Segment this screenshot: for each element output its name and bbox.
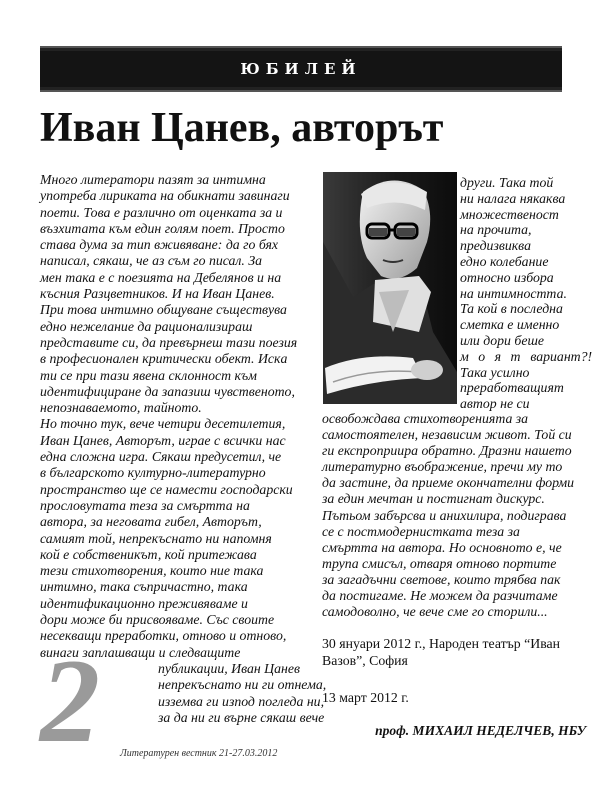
text-line: относно избора [460,269,554,285]
text-line: трупа смисъл, отваря отново портите [322,555,557,571]
text-line: самият той, непрекъснато ни напомня [40,530,272,546]
text-line: непознаваемото, тайното. [40,400,202,416]
author-photo-icon [323,172,457,404]
text-line: представите си, да превърнеш тази поезия [40,334,298,350]
text-line: едно колебание [460,253,549,269]
text-line: пространство ще се намести господарски [40,481,293,497]
right-column-top-after-lines [460,365,595,412]
author-photo-svg [323,172,457,404]
text-line: изземва ги изпод погледа ни, [158,693,325,709]
text-line: Иван Цанев, Авторът, играе с всички нас [40,432,286,448]
text-line: да постигаме. Не можем да разчитаме [322,588,558,604]
text-line: автора, за неговата гибел, Авторът, [40,514,262,530]
text-line: предизвиква [460,238,531,254]
text-line: освобождава стихотворенията за [322,411,529,426]
article-title: Иван Цанев, авторът [40,105,444,151]
right-column [322,411,592,620]
text-line: непрекъснато ни ги отнема, [158,677,327,693]
text-line: едно нежелание да рационализираш [40,318,253,334]
text-line: публикации, Иван Цанев [158,660,301,676]
text-line: преработващият [460,380,564,396]
text-line: да застине, да приеме окончателни форми [322,475,575,491]
text-line: самодоволно, че вече сме го сторили... [322,604,548,620]
text-line: Пътьом забърсва и анихилира, подиграва [322,507,567,523]
text-line: ги експроприира обратно. Дразни нашето [322,443,572,459]
second-date: 13 март 2012 г. [322,690,409,705]
text-line: Така усилно [460,364,530,380]
text-line: автор не си [460,396,530,412]
text-line: късния Разцветников. И на Иван Цанев. [40,286,275,302]
text-line: на прочита, [460,222,532,238]
text-line: употреба лириката на обикнати завинаги [40,188,290,204]
text-line: в българското културно-литературно [40,465,266,481]
text-line: смъртта на автора. Но основното е, че [322,539,562,555]
text-line: При това интимно общуване съществува [40,302,287,318]
event-date-line-1: 30 януари 2012 г., Народен театър “Иван [322,636,561,651]
text-line: винаги заплашващи и следващите [40,644,241,660]
section-label: ЮБИЛЕЙ [240,60,362,78]
text-line: идентификационно преживяваме и [40,595,248,611]
text-line: Много литератори пазят за интимна [40,172,266,187]
text-line: други. Така той [460,175,554,190]
text-line: тези стихотворения, които ние така [40,563,264,579]
text-line: една сложна игра. Сякаш предусетил, че [40,449,282,465]
text-line: възхитата към един голям поет. Просто [40,220,285,236]
text-line: интимно, така съпричастно, така [40,579,248,595]
text-line: поети. Това е различно от оценката за и [40,204,283,220]
left-column-lines [40,172,312,661]
text-line: множественост [460,206,559,222]
text-line: самостоятелен, независим живот. Той си [322,427,572,443]
publication-credit: Литературен вестник 21-27.03.2012 [120,748,278,759]
text-line: кой е собственикът, кой притежава [40,546,257,562]
text-line: литературно въображение, пречи му то [322,459,563,475]
text-line: за един мечтан и постигнат дискурс. [322,491,545,507]
text-line: написал, сякаш, че аз съм го писал. За [40,253,263,269]
text-line: става дума за тип вживяване: да го бях [40,237,279,253]
text-line: прословутата теза за смъртта на [40,497,250,513]
text-line: Но точно тук, вече четири десетилетия, [40,416,286,432]
text-line: ни налага някаква [460,190,566,206]
text-line: в професионален критически обект. Искa [40,351,288,367]
event-date-line-2: Вазов”, София [322,653,408,668]
right-column-lines [322,411,592,620]
right-column-top-lines [460,175,595,349]
text-line: се с постмодернистката теза за [322,523,520,539]
text-line: ти се при тази явена склонност към [40,367,257,383]
text-line: за да ни ги върне сякаш вече [158,709,325,725]
text-line: или дори беше [460,332,544,348]
text-line: мен така е с поезията на Дебелянов и на [40,269,282,285]
author-signature: проф. МИХАИЛ НЕДЕЛЧЕВ, НБУ [375,723,586,738]
spaced-word: м о я т [460,348,524,364]
text-line: на интимността. [460,285,567,301]
page-number: 2 [40,634,100,767]
text-line: дори може би присвояваме. Със своите [40,612,275,628]
variant-suffix: вариант?! [530,348,593,364]
text-line: Та кой в последна [460,301,563,317]
text-line: идентифициране да запазиш чувственото, [40,383,295,399]
text-line: сметка е именно [460,317,560,333]
text-line: за загадъчни светове, които трябва пак [322,571,561,587]
right-column-top [460,175,595,412]
text-line: несекващи преработки, отново и отново, [40,628,287,644]
section-banner [40,48,562,90]
variant-line [460,349,595,365]
